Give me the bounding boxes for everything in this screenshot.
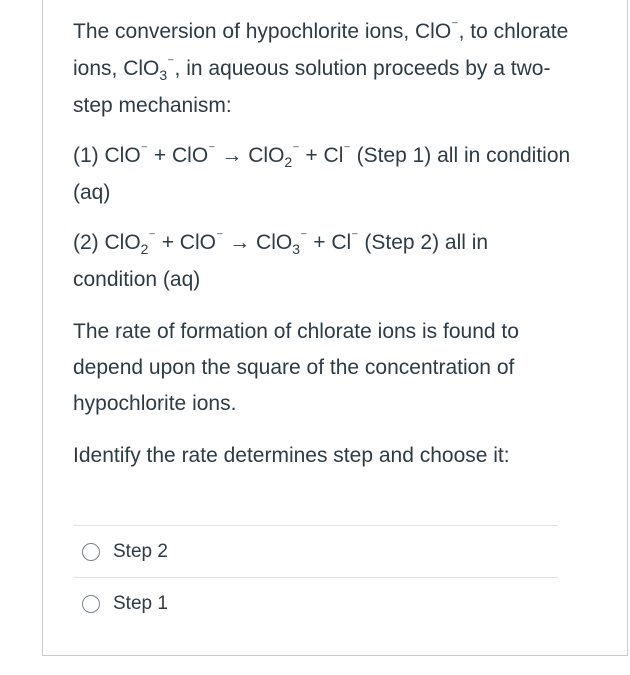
intro-text-2: , to chlorate ions, ClO [73,20,569,80]
radio-button-icon[interactable] [82,543,100,561]
step1-charge-3: ⁻ [292,141,300,157]
step1-charge-2: ⁻ [208,141,216,157]
step1-text-2: + ClO [148,144,209,167]
step2-text-2: + ClO [155,231,216,254]
step2-text-4: + Cl [307,231,352,254]
intro-charge-2: ⁻ [167,54,175,70]
step2-text-3: → ClO [223,231,293,254]
reaction-step-2 [73,225,573,298]
step1-text-1: (1) ClO [73,144,141,167]
question-intro [73,14,573,124]
step2-subscript-1: 2 [140,241,149,257]
intro-subscript-1: 3 [159,67,168,83]
step2-charge-3: ⁻ [300,228,308,244]
rate-statement: The rate of formation of chlorate ions is found to depend upon the square of the concentration of hypochlorite ions. [73,320,519,415]
step2-text-5: (Step 2) all in condition (aq) [73,231,489,291]
step1-text-4: + Cl [299,144,344,167]
radio-button-icon[interactable] [82,595,100,613]
option-step-2[interactable] [73,526,558,577]
step1-subscript: 2 [284,154,293,170]
step2-subscript-2: 3 [292,241,300,257]
step1-charge-4: ⁻ [343,141,351,157]
question-card [42,0,628,656]
option-label[interactable]: Step 1 [113,592,168,614]
intro-text-1: The conversion of hypochlorite ions, ClO [73,20,452,43]
intro-charge-1: ⁻ [451,17,459,33]
step2-text-1: (2) ClO [73,231,141,254]
question-text [73,14,573,474]
step1-text-5: (Step 1) all in condition (aq) [73,144,571,204]
intro-text-3: , in aqueous solution proceeds by a two-step mechanism: [73,57,551,117]
step2-charge-4: ⁻ [351,228,359,244]
step2-charge-1: ⁻ [148,228,156,244]
option-label[interactable]: Step 2 [113,540,168,562]
option-step-1[interactable] [73,578,558,629]
step1-charge-1: ⁻ [140,141,149,157]
answer-options [73,525,558,629]
step2-charge-2: ⁻ [215,228,224,244]
reaction-step-1 [73,138,573,211]
step1-text-3: → ClO [215,144,285,167]
question-prompt: Identify the rate determines step and choose it: [73,444,510,467]
